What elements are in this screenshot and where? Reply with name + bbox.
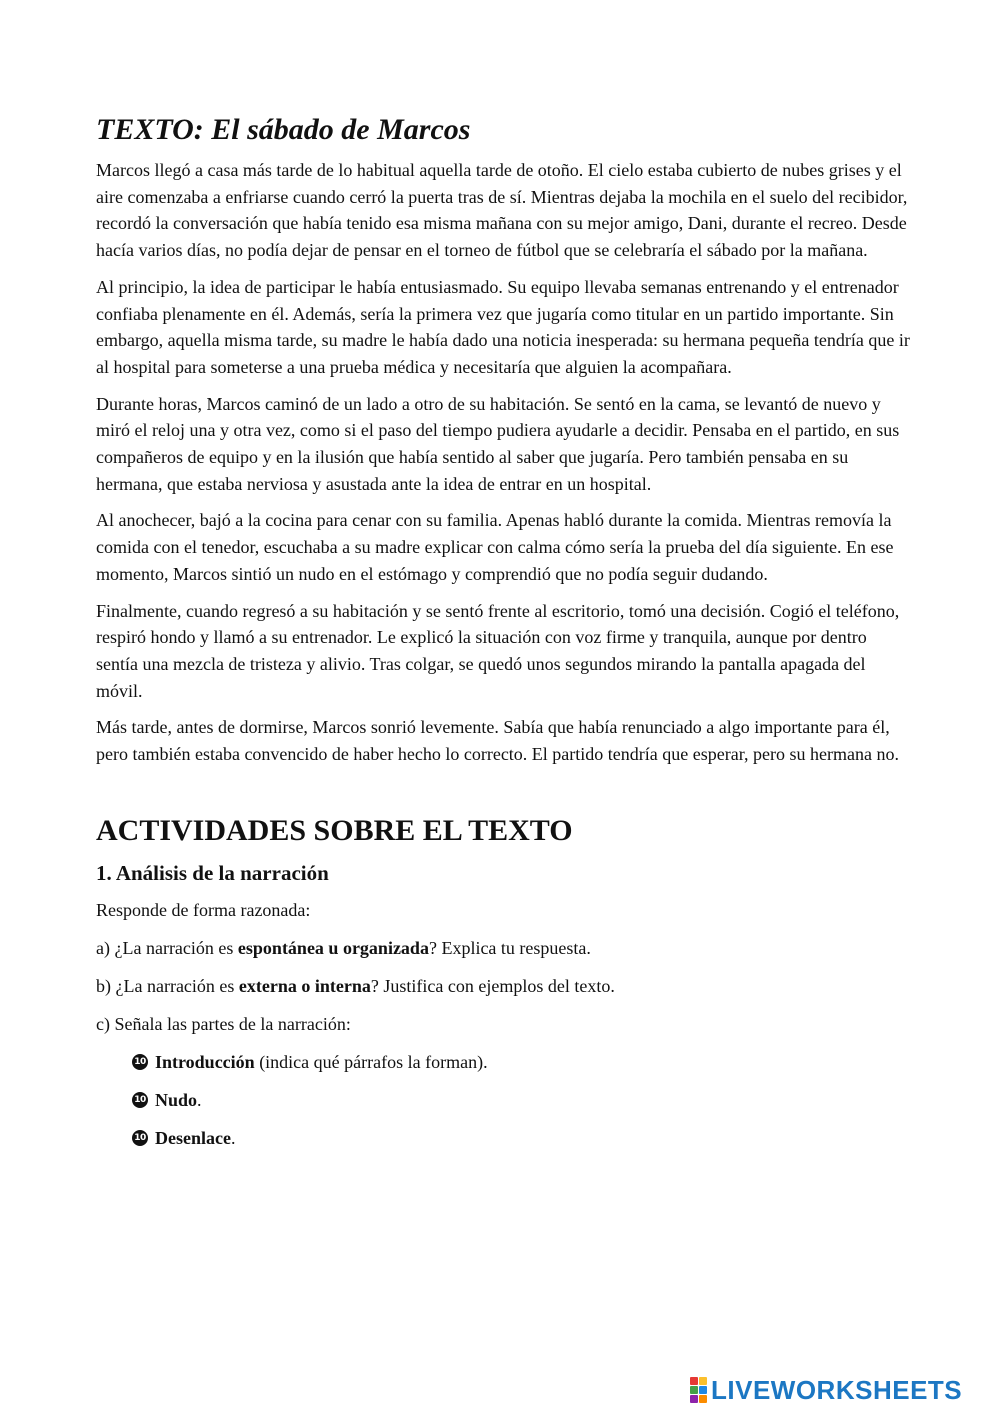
question-b-suffix: ? Justifica con ejemplos del texto. (370, 975, 615, 996)
question-b (96, 973, 911, 999)
question-c: c) Señala las partes de la narración: (96, 1013, 351, 1034)
story-paragraph-6: Más tarde, antes de dormirse, Marcos sonrió levemente. Sabía que había renunciado a algo importante para él, pero también estaba convencido de haber hecho lo correcto. El partido tendría que esperar, pero su hermana no. (96, 717, 899, 765)
part-note: (indica qué párrafos la forman). (254, 1051, 488, 1072)
text-title: TEXTO: El sábado de Marcos (96, 113, 471, 146)
narration-part-introduction (132, 1049, 911, 1075)
story-paragraph-2: Al principio, la idea de participar le había entusiasmado. Su equipo llevaba semanas entrenando y el entrenador confiaba plenamente en él. Además, sería la primera vez que jugaría como titular en un partido importante. Sin embargo, aquella misma tarde, su madre le había dado una noticia inesperada: su hermana pequeña tendría que ir al hospital para someterse a una prueba médica y necesitaría que alguien la acompañara. (96, 276, 910, 377)
section-title-analysis: 1. Análisis de la narración (96, 860, 329, 885)
numbered-bullet-icon: 10 (132, 1130, 148, 1146)
question-a-emphasis: espontánea u organizada (237, 937, 429, 958)
worksheet-page (96, 112, 911, 1163)
numbered-bullet-icon: 10 (132, 1092, 148, 1108)
liveworksheets-brand (690, 1376, 962, 1404)
story-paragraph-5: Finalmente, cuando regresó a su habitación y se sentó frente al escritorio, tomó una decisión. Cogió el teléfono, respiró hondo y llamó a su entrenador. Le explicó la situación con voz firme y tranquila, aunque por dentro sentía una mezcla de tristeza y alivio. Tras colgar, se quedó unos segundos mirando la pantalla apagada del móvil. (96, 600, 900, 701)
logo-square (699, 1377, 707, 1385)
part-note: . (230, 1127, 236, 1148)
question-b-emphasis: externa o interna (238, 975, 371, 996)
part-text (155, 1087, 202, 1113)
question-b-prefix: b) ¿La narración es (96, 975, 239, 996)
part-text (155, 1049, 488, 1075)
logo-square (699, 1386, 707, 1394)
logo-square (699, 1395, 707, 1403)
narration-part-desenlace (132, 1125, 911, 1151)
activities-intro: Responde de forma razonada: (96, 899, 311, 920)
question-a-suffix: ? Explica tu respuesta. (428, 937, 591, 958)
story-paragraph-1: Marcos llegó a casa más tarde de lo habitual aquella tarde de otoño. El cielo estaba cubierto de nubes grises y el aire comenzaba a enfriarse cuando cerró la puerta tras de sí. Mientras dejaba la mochila en el suelo del recibidor, recordó la conversación que había tenido esa misma mañana con su mejor amigo, Dani, durante el recreo. Desde hacía varios días, no podía dejar de pensar en el torneo de fútbol que se celebraría el sábado por la mañana. (96, 160, 908, 261)
logo-square (690, 1395, 698, 1403)
question-a-prefix: a) ¿La narración es (96, 937, 238, 958)
part-name: Introducción (155, 1051, 255, 1072)
part-name: Nudo (155, 1089, 198, 1110)
logo-square (690, 1377, 698, 1385)
brand-wordmark: LIVEWORKSHEETS (711, 1374, 963, 1405)
logo-square (690, 1386, 698, 1394)
question-a (96, 935, 911, 961)
part-name: Desenlace (155, 1127, 231, 1148)
story-paragraph-4: Al anochecer, bajó a la cocina para cenar con su familia. Apenas habló durante la comida. Mientras removía la comida con el tenedor, escuchaba a su madre explicar con calma cómo sería la prueba del día siguiente. En ese momento, Marcos sintió un nudo en el estómago y comprendió que no podía seguir dudando. (96, 510, 894, 584)
part-text (155, 1125, 235, 1151)
narration-part-nudo (132, 1087, 911, 1113)
activities-title: ACTIVIDADES SOBRE EL TEXTO (96, 813, 573, 847)
numbered-bullet-icon: 10 (132, 1054, 148, 1070)
liveworksheets-logo-icon (690, 1377, 707, 1403)
story-paragraph-3: Durante horas, Marcos caminó de un lado a otro de su habitación. Se sentó en la cama, se levantó de nuevo y miró el reloj una y otra vez, como si el paso del tiempo pudiera ayudarle a decidir. Pensaba en el partido, en sus compañeros de equipo y en la ilusión que había sentido al saber que jugaría. Pero también pensaba en su hermana, que estaba nerviosa y asustada ante la idea de entrar en un hospital. (96, 393, 900, 494)
part-note: . (197, 1089, 202, 1110)
